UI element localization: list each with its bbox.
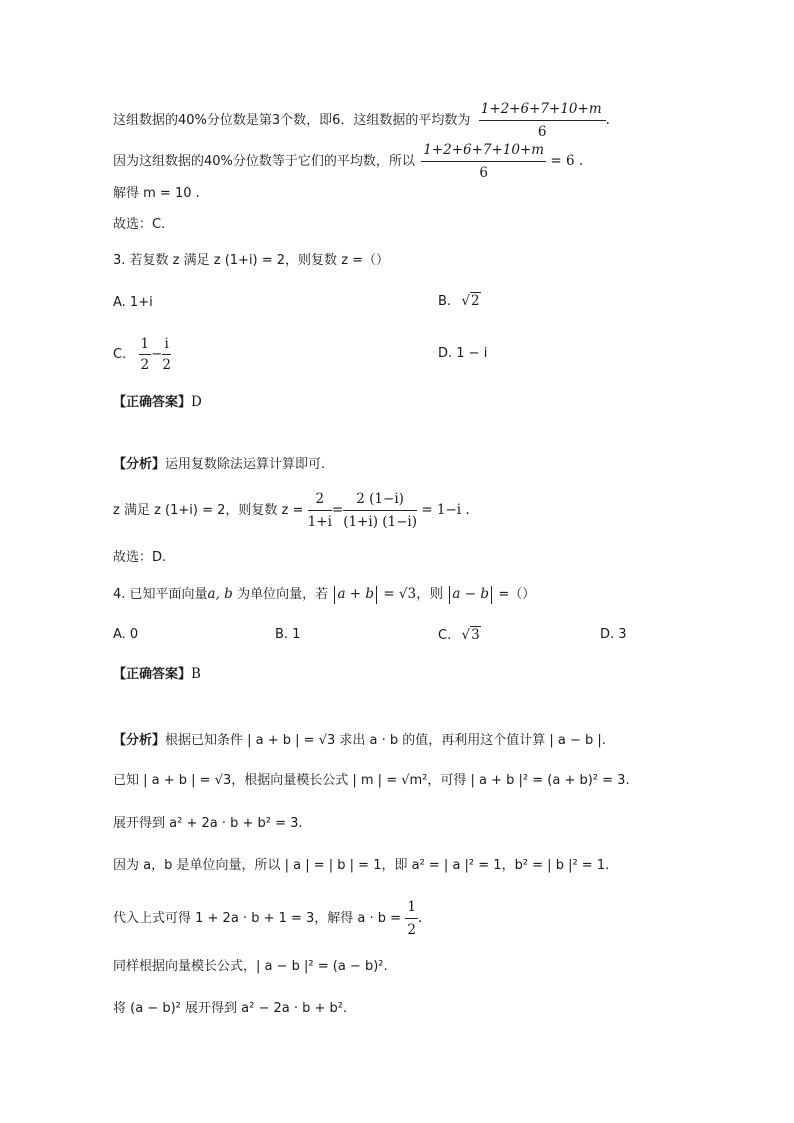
vector-diff: a − b	[452, 586, 490, 602]
q4-answer	[113, 665, 201, 684]
option-label: C.	[113, 347, 127, 362]
fraction-numerator: 1	[139, 336, 152, 355]
analysis-text: 根据已知条件 | a + b | = √3 求出 a · b 的值，再利用这个值计算 | a − b |.	[165, 733, 606, 748]
fraction-numerator: i	[162, 336, 171, 355]
q3-choose: 故选：D.	[113, 550, 167, 565]
solution-step-4	[113, 898, 422, 939]
q4-option-c: C. √3	[438, 627, 480, 643]
fraction-numerator: 1	[405, 898, 418, 919]
sqrt-value: 3	[471, 627, 480, 643]
line-average: 这组数据的40%分位数是第3个数，即6．这组数据的平均数为 $\frac{1+2+6+7+10+m}{6}$ .	[113, 101, 610, 140]
stem-part: = √3，则	[383, 586, 444, 602]
fraction-denominator: (1+i) (1−i)	[343, 514, 417, 530]
option-label: B.	[438, 294, 452, 309]
fraction-denominator: 2	[140, 357, 150, 373]
stem-part: 4. 已知平面向量	[113, 587, 208, 602]
q3-option-d: D. 1 − i	[438, 346, 488, 361]
q4-option-a: A. 0	[113, 627, 139, 642]
line-choose-c: 故选：C.	[113, 217, 166, 232]
q4-stem	[113, 585, 535, 604]
analysis-label: 【分析】	[113, 733, 166, 748]
answer-label: 【正确答案】	[113, 395, 192, 410]
fraction-average-2	[421, 141, 546, 182]
fraction-average	[479, 100, 606, 141]
analysis-label: 【分析】	[113, 457, 166, 472]
fraction-denominator: 6	[479, 165, 488, 181]
q4-option-d: D. 3	[600, 627, 627, 642]
step-tail: .	[417, 910, 423, 926]
answer-value: D	[191, 394, 202, 410]
vector-sum: a + b	[337, 586, 375, 602]
sqrt-value: 2	[470, 293, 480, 309]
solution-step-3: 因为 a，b 是单位向量，所以 | a | = | b | = 1，即 a² = | a |² = 1，b² = | b |² = 1.	[113, 858, 610, 873]
stem-part: 为单位向量，若	[237, 587, 329, 602]
vector-ab: a, b	[207, 586, 233, 602]
fraction-denominator: 1+i	[307, 514, 332, 530]
q4-analysis	[113, 731, 606, 750]
solution-tail: = 1−i .	[421, 502, 470, 518]
answer-label: 【正确答案】	[113, 667, 192, 682]
fraction-half	[139, 336, 152, 373]
fraction-denominator: 2	[407, 922, 416, 938]
analysis-text: 运用复数除法运算计算即可.	[165, 457, 326, 472]
q3-analysis	[113, 455, 325, 474]
q4-option-b: B. 1	[275, 627, 301, 642]
solution-step-1: 已知 | a + b | = √3，根据向量模长公式 | m | = √m²，可得 | a + b |² = (a + b)² = 3.	[113, 773, 630, 788]
solution-step-5: 同样根据向量模长公式，| a − b |² = (a − b)².	[113, 959, 388, 974]
q3-option-b: B. √2	[438, 293, 480, 309]
stem-part: =（）	[498, 587, 536, 602]
fraction-denominator: 2	[162, 357, 172, 373]
equation-tail: = 6 .	[550, 153, 584, 169]
q3-answer	[113, 393, 202, 412]
line-solution-m: 解得 m = 10 .	[113, 186, 200, 201]
text: 因为这组数据的40%分位数等于它们的平均数，所以	[113, 154, 415, 169]
option-label: C.	[438, 628, 452, 643]
q3-option-c: C. $\frac{1}{2}$ − $\frac{i}{2}$	[113, 336, 172, 373]
solution-text: z 满足 z (1+i) = 2，则复数 z =	[113, 503, 304, 518]
fraction-i-half	[162, 336, 171, 373]
q3-option-a: A. 1+i	[113, 295, 153, 310]
q3-solution: z 满足 z (1+i) = 2，则复数 z = $\frac{2}{1+i}$ = $\frac{2 (1-i)}{(1+i) (1-i)}$ = 1−i .	[113, 491, 470, 530]
fraction-expanded	[343, 490, 417, 531]
solution-step-6: 将 (a − b)² 展开得到 a² − 2a · b + b².	[113, 1001, 348, 1016]
fraction-2-over-1plusi	[308, 490, 332, 531]
step-text: 代入上式可得 1 + 2a · b + 1 = 3，解得 a · b =	[113, 911, 402, 926]
text: 这组数据的40%分位数是第3个数，即6．这组数据的平均数为	[113, 113, 471, 128]
fraction-numerator: 2	[308, 490, 332, 511]
fraction-one-half	[405, 898, 418, 939]
fraction-numerator: 1+2+6+7+10+m	[479, 100, 606, 121]
solution-step-2: 展开得到 a² + 2a · b + b² = 3.	[113, 816, 303, 831]
fraction-denominator: 6	[537, 124, 547, 140]
q3-stem: 3. 若复数 z 满足 z (1+i) = 2，则复数 z =（）	[113, 253, 390, 268]
fraction-numerator: 2 (1−i)	[343, 490, 417, 511]
line-equation	[113, 141, 583, 182]
fraction-numerator: 1+2+6+7+10+m	[421, 141, 546, 162]
answer-value: B	[191, 666, 201, 682]
